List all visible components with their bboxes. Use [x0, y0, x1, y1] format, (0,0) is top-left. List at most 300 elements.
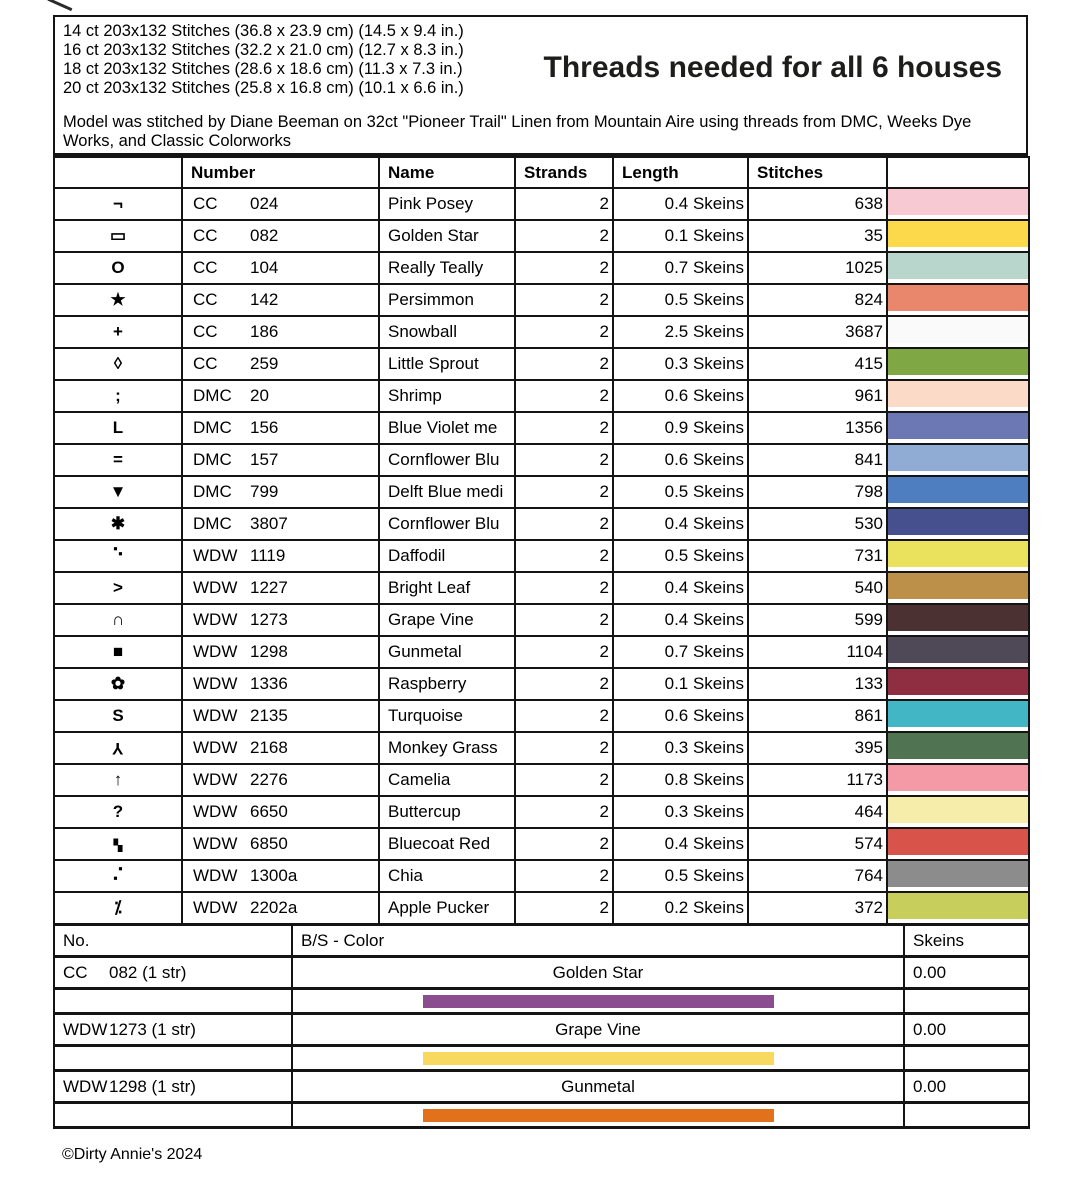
stitch-symbol-cell: [54, 380, 182, 412]
stitch-symbol: ¬: [113, 194, 123, 213]
color-swatch-cell: [887, 508, 1029, 540]
fabric-size-lines: [63, 22, 464, 98]
number-cell: [182, 316, 379, 348]
number-cell: [182, 476, 379, 508]
color-swatch: [888, 541, 1028, 567]
color-swatch: [888, 285, 1028, 311]
thread-row: [54, 316, 1029, 348]
backstitch-label-row: [54, 957, 1029, 989]
number-cell: [182, 892, 379, 924]
thread-code: 6850: [250, 834, 288, 853]
thread-code: 157: [250, 450, 279, 469]
length-cell: 0.3 Skeins: [613, 796, 748, 828]
color-swatch-cell: [887, 220, 1029, 252]
strands-cell: 2: [515, 636, 613, 668]
empty-cell: [54, 1103, 292, 1128]
strands-cell: 2: [515, 700, 613, 732]
thread-code: 259: [250, 354, 279, 373]
thread-row: [54, 476, 1029, 508]
bs-color-column-header: B/S - Color: [292, 925, 904, 957]
stitch-symbol-cell: [54, 764, 182, 796]
thread-code: 1273: [250, 610, 288, 629]
stitches-cell: 574: [748, 828, 887, 860]
thread-brand: CC: [193, 290, 218, 309]
color-swatch: [888, 733, 1028, 759]
thread-row: [54, 828, 1029, 860]
strands-cell: 2: [515, 476, 613, 508]
color-swatch: [888, 221, 1028, 247]
thread-brand: WDW: [193, 578, 238, 597]
stitch-symbol: ⠌: [111, 866, 125, 885]
swatch-column-header: [887, 157, 1029, 188]
length-cell: 0.9 Skeins: [613, 412, 748, 444]
color-swatch: [888, 445, 1028, 471]
strands-cell: 2: [515, 220, 613, 252]
color-name-cell: Shrimp: [379, 380, 515, 412]
thread-code: 1227: [250, 578, 288, 597]
number-cell: [182, 188, 379, 220]
thread-code: 1119: [250, 546, 286, 565]
color-swatch-cell: [887, 732, 1029, 764]
backstitch-table: [53, 923, 1030, 1129]
color-swatch: [888, 861, 1028, 887]
strands-cell: 2: [515, 444, 613, 476]
thread-table-header-row: [54, 157, 1029, 188]
color-name-cell: Chia: [379, 860, 515, 892]
stitch-symbol-cell: [54, 892, 182, 924]
stitches-column-header: Stitches: [748, 157, 887, 188]
backstitch-bar-cell: [292, 1046, 904, 1071]
color-swatch-cell: [887, 444, 1029, 476]
thread-row: [54, 732, 1029, 764]
strands-cell: 2: [515, 412, 613, 444]
color-swatch: [888, 637, 1028, 663]
stitches-cell: 764: [748, 860, 887, 892]
thread-brand: WDW: [193, 898, 238, 917]
color-name-cell: Cornflower Blu: [379, 508, 515, 540]
stitch-symbol-cell: [54, 732, 182, 764]
fabric-size-line: 14 ct 203x132 Stitches (36.8 x 23.9 cm) (14.5 x 9.4 in.): [63, 22, 464, 40]
strands-cell: 2: [515, 348, 613, 380]
color-swatch-cell: [887, 284, 1029, 316]
stitches-cell: 464: [748, 796, 887, 828]
color-swatch: [888, 701, 1028, 727]
thread-row: [54, 252, 1029, 284]
length-cell: 0.5 Skeins: [613, 540, 748, 572]
color-swatch: [888, 765, 1028, 791]
stitch-symbol-cell: [54, 316, 182, 348]
thread-row: [54, 412, 1029, 444]
scan-artifact: [48, 0, 73, 11]
stitch-symbol: ✱: [110, 514, 126, 533]
empty-cell: [904, 1046, 1029, 1071]
color-swatch-cell: [887, 252, 1029, 284]
number-cell: [182, 444, 379, 476]
thread-row: [54, 444, 1029, 476]
thread-row: [54, 636, 1029, 668]
backstitch-skeins: 0.00: [904, 957, 1029, 989]
number-cell: [182, 380, 379, 412]
strands-cell: 2: [515, 892, 613, 924]
thread-brand: DMC: [193, 514, 232, 533]
length-cell: 0.1 Skeins: [613, 220, 748, 252]
thread-brand: WDW: [193, 674, 238, 693]
stitch-symbol-cell: [54, 188, 182, 220]
thread-code: 186: [250, 322, 279, 341]
thread-table: [53, 156, 1030, 925]
thread-brand: WDW: [193, 706, 238, 725]
thread-brand: DMC: [193, 450, 232, 469]
thread-brand: WDW: [193, 642, 238, 661]
stitch-symbol: ◊: [113, 354, 123, 373]
color-name-cell: Golden Star: [379, 220, 515, 252]
stitch-symbol: ▭: [109, 226, 127, 245]
number-cell: [182, 412, 379, 444]
stitch-symbol: Y: [112, 739, 124, 758]
thread-brand: WDW: [193, 610, 238, 629]
stitches-cell: 530: [748, 508, 887, 540]
color-swatch-cell: [887, 700, 1029, 732]
color-swatch-cell: [887, 380, 1029, 412]
name-column-header: Name: [379, 157, 515, 188]
number-cell: [182, 572, 379, 604]
number-cell: [182, 828, 379, 860]
backstitch-brand: CC: [63, 962, 88, 982]
backstitch-color-name: Golden Star: [292, 957, 904, 989]
stitch-symbol-cell: [54, 668, 182, 700]
thread-brand: WDW: [193, 866, 238, 885]
stitch-symbol: ↑: [113, 770, 123, 789]
stitches-cell: 798: [748, 476, 887, 508]
strands-cell: 2: [515, 188, 613, 220]
no-column-header: No.: [54, 925, 292, 957]
stitch-symbol-cell: [54, 220, 182, 252]
thread-code: 1300a: [250, 866, 298, 885]
color-swatch: [888, 573, 1028, 599]
color-swatch: [888, 829, 1028, 855]
thread-row: [54, 796, 1029, 828]
color-swatch: [888, 509, 1028, 535]
thread-brand: CC: [193, 354, 218, 373]
thread-code: 082: [250, 226, 279, 245]
copyright-text: ©Dirty Annie's 2024: [62, 1146, 203, 1163]
number-cell: [182, 796, 379, 828]
stitches-cell: 599: [748, 604, 887, 636]
stitches-cell: 415: [748, 348, 887, 380]
color-swatch: [888, 669, 1028, 695]
color-name-cell: Bluecoat Red: [379, 828, 515, 860]
stitch-symbol: ■: [112, 642, 124, 661]
length-cell: 0.6 Skeins: [613, 444, 748, 476]
stitch-symbol: L: [112, 418, 124, 437]
color-swatch-cell: [887, 860, 1029, 892]
stitch-symbol-cell: [54, 476, 182, 508]
stitch-symbol-cell: [54, 572, 182, 604]
color-name-cell: Apple Pucker: [379, 892, 515, 924]
color-swatch: [888, 253, 1028, 279]
backstitch-brand: WDW: [63, 1019, 108, 1039]
color-swatch-cell: [887, 636, 1029, 668]
stitch-symbol: ▚: [113, 840, 123, 852]
color-swatch-cell: [887, 572, 1029, 604]
backstitch-number-cell: [54, 1014, 292, 1046]
thread-code: 6650: [250, 802, 288, 821]
stitches-cell: 841: [748, 444, 887, 476]
empty-cell: [54, 989, 292, 1014]
backstitch-color-name: Grape Vine: [292, 1014, 904, 1046]
backstitch-bar-row: [54, 1046, 1029, 1071]
color-swatch-cell: [887, 828, 1029, 860]
backstitch-label-row: [54, 1014, 1029, 1046]
symbol-column-header: [54, 157, 182, 188]
color-name-cell: Monkey Grass: [379, 732, 515, 764]
length-cell: 0.8 Skeins: [613, 764, 748, 796]
number-cell: [182, 860, 379, 892]
stitch-symbol: ∩: [111, 610, 125, 629]
number-column-header: Number: [182, 157, 379, 188]
thread-code: 799: [250, 482, 279, 501]
strands-cell: 2: [515, 508, 613, 540]
backstitch-color-name: Gunmetal: [292, 1071, 904, 1103]
backstitch-bar-cell: [292, 989, 904, 1014]
backstitch-brand: WDW: [63, 1076, 108, 1096]
stitch-symbol: ★: [110, 290, 126, 309]
color-name-cell: Little Sprout: [379, 348, 515, 380]
stitch-symbol-cell: [54, 604, 182, 636]
backstitch-color-bar: [423, 995, 774, 1008]
length-cell: 0.6 Skeins: [613, 380, 748, 412]
strands-cell: 2: [515, 284, 613, 316]
thread-brand: DMC: [193, 418, 232, 437]
backstitch-number-cell: [54, 1071, 292, 1103]
stitches-cell: 1025: [748, 252, 887, 284]
color-name-cell: Persimmon: [379, 284, 515, 316]
color-name-cell: Delft Blue medi: [379, 476, 515, 508]
color-swatch: [888, 317, 1028, 343]
backstitch-code: 1298 (1 str): [109, 1076, 196, 1096]
stitch-symbol: >: [113, 578, 123, 597]
length-cell: 0.5 Skeins: [613, 284, 748, 316]
stitches-cell: 961: [748, 380, 887, 412]
color-swatch: [888, 605, 1028, 631]
color-swatch: [888, 413, 1028, 439]
strands-cell: 2: [515, 604, 613, 636]
backstitch-label-row: [54, 1071, 1029, 1103]
stitch-symbol: S: [112, 706, 124, 725]
thread-brand: WDW: [193, 770, 238, 789]
thread-brand: DMC: [193, 386, 232, 405]
color-swatch: [888, 189, 1028, 215]
fabric-size-line: 16 ct 203x132 Stitches (32.2 x 21.0 cm) (12.7 x 8.3 in.): [63, 41, 464, 59]
backstitch-bar-cell: [292, 1103, 904, 1128]
thread-row: [54, 700, 1029, 732]
color-swatch-cell: [887, 668, 1029, 700]
strands-cell: 2: [515, 732, 613, 764]
stitch-symbol-cell: [54, 828, 182, 860]
number-cell: [182, 668, 379, 700]
stitch-symbol: ⠑: [111, 546, 125, 565]
stitch-symbol: ✿: [110, 674, 126, 693]
stitches-cell: 540: [748, 572, 887, 604]
skeins-column-header: Skeins: [904, 925, 1029, 957]
color-name-cell: Bright Leaf: [379, 572, 515, 604]
thread-brand: CC: [193, 258, 218, 277]
stitches-cell: 1104: [748, 636, 887, 668]
stitch-symbol-cell: [54, 252, 182, 284]
color-name-cell: Really Teally: [379, 252, 515, 284]
thread-row: [54, 380, 1029, 412]
stitch-symbol-cell: [54, 540, 182, 572]
color-name-cell: Grape Vine: [379, 604, 515, 636]
thread-row: [54, 764, 1029, 796]
fabric-size-line: 20 ct 203x132 Stitches (25.8 x 16.8 cm) (10.1 x 6.6 in.): [63, 79, 464, 97]
color-name-cell: Snowball: [379, 316, 515, 348]
number-cell: [182, 764, 379, 796]
backstitch-code: 1273 (1 str): [109, 1019, 196, 1039]
backstitch-bar-row: [54, 1103, 1029, 1128]
color-swatch-cell: [887, 796, 1029, 828]
color-swatch-cell: [887, 604, 1029, 636]
length-cell: 0.4 Skeins: [613, 188, 748, 220]
stitch-symbol: O: [111, 258, 125, 277]
stitch-symbol-cell: [54, 860, 182, 892]
number-cell: [182, 540, 379, 572]
color-name-cell: Blue Violet me: [379, 412, 515, 444]
strands-cell: 2: [515, 380, 613, 412]
stitches-cell: 35: [748, 220, 887, 252]
color-name-cell: Turquoise: [379, 700, 515, 732]
color-swatch-cell: [887, 476, 1029, 508]
thread-row: [54, 892, 1029, 924]
length-cell: 0.3 Skeins: [613, 348, 748, 380]
stitch-symbol-cell: [54, 412, 182, 444]
thread-code: 20: [250, 386, 269, 405]
number-cell: [182, 636, 379, 668]
length-column-header: Length: [613, 157, 748, 188]
backstitch-skeins: 0.00: [904, 1071, 1029, 1103]
empty-cell: [904, 989, 1029, 1014]
strands-cell: 2: [515, 316, 613, 348]
strands-cell: 2: [515, 540, 613, 572]
color-swatch-cell: [887, 316, 1029, 348]
thread-brand: WDW: [193, 802, 238, 821]
color-swatch: [888, 381, 1028, 407]
thread-brand: CC: [193, 226, 218, 245]
thread-brand: WDW: [193, 834, 238, 853]
backstitch-bar-row: [54, 989, 1029, 1014]
stitches-cell: 372: [748, 892, 887, 924]
thread-brand: WDW: [193, 738, 238, 757]
thread-code: 3807: [250, 514, 288, 533]
length-cell: 0.4 Skeins: [613, 604, 748, 636]
length-cell: 0.3 Skeins: [613, 732, 748, 764]
strands-cell: 2: [515, 572, 613, 604]
color-swatch: [888, 893, 1028, 919]
stitches-cell: 1356: [748, 412, 887, 444]
stitch-symbol-cell: [54, 508, 182, 540]
length-cell: 0.4 Skeins: [613, 508, 748, 540]
color-name-cell: Raspberry: [379, 668, 515, 700]
color-swatch: [888, 477, 1028, 503]
stitches-cell: 861: [748, 700, 887, 732]
number-cell: [182, 348, 379, 380]
number-cell: [182, 220, 379, 252]
number-cell: [182, 604, 379, 636]
thread-brand: CC: [193, 194, 218, 213]
stitches-cell: 824: [748, 284, 887, 316]
length-cell: 0.7 Skeins: [613, 252, 748, 284]
number-cell: [182, 284, 379, 316]
length-cell: 0.4 Skeins: [613, 572, 748, 604]
backstitch-header-row: [54, 925, 1029, 957]
color-name-cell: Pink Posey: [379, 188, 515, 220]
model-note: Model was stitched by Diane Beeman on 32ct "Pioneer Trail" Linen from Mountain Aire using threads from DMC, Weeks Dye Works, and Classic Colorworks: [63, 113, 972, 150]
empty-cell: [904, 1103, 1029, 1128]
strands-cell: 2: [515, 252, 613, 284]
number-cell: [182, 508, 379, 540]
color-name-cell: Daffodil: [379, 540, 515, 572]
thread-brand: WDW: [193, 546, 238, 565]
thread-brand: DMC: [193, 482, 232, 501]
color-name-cell: Buttercup: [379, 796, 515, 828]
stitch-symbol: +: [113, 322, 123, 341]
header-box: [53, 15, 1028, 156]
length-cell: 0.2 Skeins: [613, 892, 748, 924]
stitches-cell: 3687: [748, 316, 887, 348]
length-cell: 0.6 Skeins: [613, 700, 748, 732]
stitches-cell: 638: [748, 188, 887, 220]
stitch-symbol: ?: [112, 802, 124, 821]
stitch-symbol-cell: [54, 700, 182, 732]
thread-code: 1336: [250, 674, 288, 693]
stitch-symbol-cell: [54, 348, 182, 380]
thread-code: 024: [250, 194, 279, 213]
backstitch-skeins: 0.00: [904, 1014, 1029, 1046]
length-cell: 0.5 Skeins: [613, 860, 748, 892]
strands-cell: 2: [515, 828, 613, 860]
stitches-cell: 1173: [748, 764, 887, 796]
backstitch-number-cell: [54, 957, 292, 989]
thread-code: 2168: [250, 738, 288, 757]
thread-code: 104: [250, 258, 279, 277]
strands-cell: 2: [515, 796, 613, 828]
stitch-symbol: ▼: [109, 482, 127, 501]
thread-row: [54, 348, 1029, 380]
stitch-symbol: =: [113, 450, 123, 469]
thread-row: [54, 508, 1029, 540]
stitch-symbol: ;: [115, 386, 121, 405]
fabric-size-line: 18 ct 203x132 Stitches (28.6 x 18.6 cm) (11.3 x 7.3 in.): [63, 60, 463, 78]
backstitch-color-bar: [423, 1052, 774, 1065]
thread-code: 156: [250, 418, 279, 437]
thread-brand: CC: [193, 322, 218, 341]
thread-row: [54, 860, 1029, 892]
thread-row: [54, 188, 1029, 220]
color-swatch-cell: [887, 348, 1029, 380]
color-swatch-cell: [887, 764, 1029, 796]
number-cell: [182, 732, 379, 764]
thread-code: 2202a: [250, 898, 298, 917]
color-swatch-cell: [887, 540, 1029, 572]
strands-cell: 2: [515, 764, 613, 796]
thread-row: [54, 284, 1029, 316]
color-swatch-cell: [887, 892, 1029, 924]
thread-row: [54, 604, 1029, 636]
strands-cell: 2: [515, 668, 613, 700]
strands-column-header: Strands: [515, 157, 613, 188]
color-name-cell: Camelia: [379, 764, 515, 796]
stitch-symbol: ⁒: [114, 898, 122, 917]
